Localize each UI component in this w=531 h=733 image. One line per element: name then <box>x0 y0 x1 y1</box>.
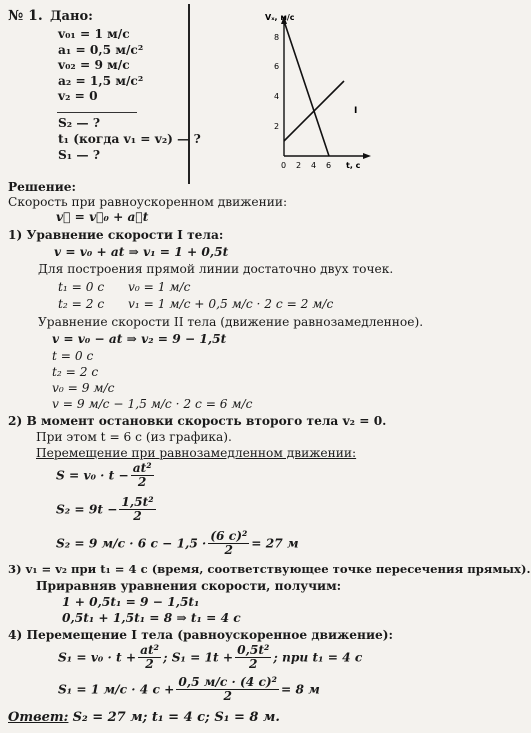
find-item: t₁ (когда v₁ = v₂) — ? <box>58 132 201 146</box>
fraction <box>138 644 161 672</box>
fraction-denominator: 2 <box>137 475 147 490</box>
solution-line: 4) Перемещение I тела (равноускоренное движение): <box>8 628 394 642</box>
answer-label: Ответ: <box>8 710 69 725</box>
formula-displacement <box>56 462 156 490</box>
fraction-numerator: at² <box>140 643 159 657</box>
formula-text: S = v₀ · t − <box>56 468 129 483</box>
formula-s1-value <box>58 676 320 704</box>
given-item: a₁ = 0,5 м/с² <box>58 42 144 57</box>
given-item: v₀₂ = 9 м/с <box>58 58 130 72</box>
solution-line: t₂ = 2 с <box>52 365 99 379</box>
x-tick-labels <box>281 161 331 170</box>
x-axis-label: t, с <box>346 161 361 170</box>
solution-line: v = 9 м/с − 1,5 м/с · 2 с = 6 м/с <box>52 397 253 411</box>
fraction-denominator: 2 <box>224 543 234 558</box>
y-tick-label: 4 <box>274 92 280 101</box>
solution-line: Для построения прямой линии достаточно двух точек. <box>38 262 394 276</box>
fraction <box>119 496 155 524</box>
x-axis-arrow <box>363 153 371 159</box>
y-tick-label: 6 <box>274 62 280 71</box>
formula-text: S₂ = 9 м/с · 6 с − 1,5 · <box>56 536 207 551</box>
formula-text: ; S₁ = 1t + <box>162 650 234 665</box>
given-item: a₂ = 1,5 м/с² <box>58 73 144 88</box>
solution-line: Перемещение при равнозамедленном движении: <box>36 446 357 460</box>
solution-line: Скорость при равноускоренном движении: <box>8 195 288 209</box>
formula-s1 <box>58 644 362 672</box>
formula-text: = 27 м <box>251 536 299 551</box>
fraction-numerator: 0,5 м/с · (4 с)² <box>178 675 278 689</box>
given-separator <box>57 112 137 113</box>
given-heading: Дано: <box>50 9 93 24</box>
y-axis-label: Vₓ, м/с <box>265 13 295 22</box>
fraction <box>131 462 154 490</box>
fraction-numerator: at² <box>132 461 152 475</box>
y-tick-label: 2 <box>274 122 280 131</box>
solution-formula: v⃗ = v⃗₀ + a⃗t <box>56 210 149 224</box>
fraction-numerator: 1,5t² <box>121 495 154 509</box>
given-item: v₂ = 0 <box>58 89 98 103</box>
solution-line: 3) v₁ = v₂ при t₁ = 4 с (время, соответствующее точке пересечения прямых). <box>8 562 531 576</box>
line-body-II <box>284 21 329 156</box>
x-tick-label: 4 <box>311 161 317 170</box>
fraction-numerator: 0,5t² <box>237 643 270 657</box>
solution-line: v₀ = 9 м/с <box>52 381 115 395</box>
find-item: S₂ — ? <box>58 116 100 130</box>
line-label-I: I <box>354 106 358 116</box>
solution-line: При этом t = 6 с (из графика). <box>36 430 232 444</box>
answer-text: S₂ = 27 м; t₁ = 4 с; S₁ = 8 м. <box>72 710 280 725</box>
fraction-numerator: (6 с)² <box>210 529 248 543</box>
velocity-graph <box>262 6 372 176</box>
fraction-denominator: 2 <box>223 689 232 704</box>
solution-formula: 0,5t₁ + 1,5t₁ = 8 ⇒ t₁ = 4 с <box>62 611 241 625</box>
given-item: v₀₁ = 1 м/с <box>58 27 130 41</box>
formula-text: = 8 м <box>281 682 320 697</box>
problem-number: № 1. <box>8 8 43 24</box>
solution-line: t₂ = 2 с <box>58 297 105 311</box>
formula-s2 <box>56 496 158 524</box>
answer <box>8 711 280 726</box>
solution-formula: v = v₀ + at ⇒ v₁ = 1 + 0,5t <box>54 245 229 259</box>
x-tick-label: 2 <box>296 161 302 170</box>
solution-line: 2) В момент остановки скорость второго тела v₂ = 0. <box>8 414 387 428</box>
formula-text: S₁ = v₀ · t + <box>58 650 137 665</box>
solution-formula: 1 + 0,5t₁ = 9 − 1,5t₁ <box>62 595 200 609</box>
fraction-denominator: 2 <box>133 509 142 524</box>
solution-line: v₁ = 1 м/с + 0,5 м/с · 2 с = 2 м/с <box>128 297 334 311</box>
fraction-denominator: 2 <box>145 657 154 672</box>
fraction <box>235 644 271 672</box>
formula-text: ; при t₁ = 4 с <box>273 650 363 665</box>
solution-formula: v = v₀ − at ⇒ v₂ = 9 − 1,5t <box>52 332 227 346</box>
solution-line: t = 0 с <box>52 349 94 363</box>
solution-line: 1) Уравнение скорости I тела: <box>8 228 224 242</box>
solution-line: t₁ = 0 с <box>58 280 105 294</box>
fraction <box>208 530 249 558</box>
formula-text: S₂ = 9t − <box>56 502 118 517</box>
given-list <box>58 27 143 105</box>
y-tick-labels <box>274 33 279 131</box>
solution-title: Решение: <box>8 180 76 194</box>
fraction <box>176 676 279 704</box>
fraction-denominator: 2 <box>248 657 258 672</box>
find-item: S₁ — ? <box>58 148 100 162</box>
solution-line: Уравнение скорости II тела (движение равнозамедленное). <box>38 315 424 329</box>
solution-line: v₀ = 1 м/с <box>128 280 191 294</box>
find-list <box>58 116 201 164</box>
formula-s2-value <box>56 530 299 558</box>
formula-text: S₁ = 1 м/с · 4 с + <box>58 682 175 697</box>
y-tick-label: 8 <box>274 33 280 42</box>
solution-line: Приравняв уравнения скорости, получим: <box>36 579 342 593</box>
x-tick-label: 6 <box>326 161 332 170</box>
x-tick-label: 0 <box>281 161 287 170</box>
